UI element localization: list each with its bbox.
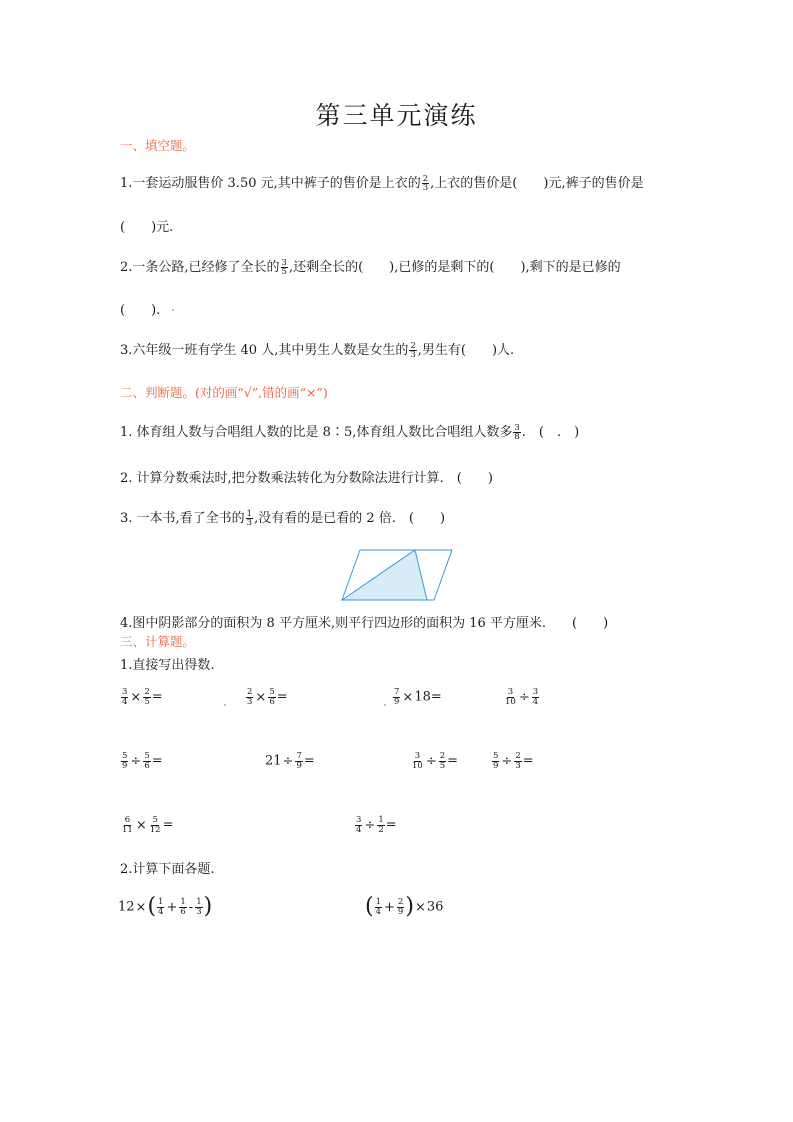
calc-item-2: $\frac{2}{3}$ × $\frac{5}{6}$ = (247, 687, 288, 707)
section-heading-fill: 一、填空题。 (120, 138, 196, 153)
fill-q3-text-b: ,男生有( )人. (417, 343, 515, 358)
calc-sub1: 1.直接写出得数. (120, 658, 215, 673)
stray-dot (224, 704, 226, 706)
fill-q1-text-a: 1.一套运动服售价 3.50 元,其中裤子的售价是上衣的 (120, 176, 421, 191)
calc-item-1: $\frac{3}{4}$ × $\frac{2}{5}$ = (122, 687, 163, 707)
fill-q1-line1 (120, 172, 644, 193)
fill-q2-text-b: ,还剩全长的( ),已修的是剩下的( ),剩下的是已修的 (288, 260, 621, 275)
fraction: $\frac{1}{3}$ (246, 508, 253, 528)
parallelogram-figure (338, 548, 456, 604)
calc-item-5: $\frac{5}{9}$ ÷ $\frac{5}{6}$ = (122, 751, 163, 771)
calc-item-4: $\frac{3}{10}$ ÷ $\frac{3}{4}$ (505, 687, 539, 707)
calc-expression-1: 12×( $\frac{1}{4}$ + $\frac{1}{6}$ - $\frac{1}{3}$ ) (118, 894, 213, 919)
fraction: $\frac{2}{3}$ (410, 340, 416, 360)
fill-q2-line2: ( ). (120, 303, 161, 318)
judge-q3-text-a: 3. 一本书,看了全书的 (120, 511, 245, 526)
page-title: 第三单元演练 (315, 101, 478, 130)
fill-q1-line2: ( )元. (120, 220, 174, 235)
fraction: $\frac{3}{5}$ (281, 257, 287, 277)
fill-q2-line1 (120, 256, 621, 277)
fraction: $\frac{3}{8}$ (514, 422, 520, 442)
calc-item-7: $\frac{3}{10}$ ÷ $\frac{2}{5}$ = (412, 751, 459, 771)
judge-q3-text-b: ,没有看的是已看的 2 倍. ( ) (254, 511, 446, 526)
fill-q2-text-a: 2.一条公路,已经修了全长的 (120, 260, 280, 275)
stray-dot (172, 309, 174, 311)
judge-q3 (120, 507, 445, 528)
section-heading-judge: 二、判断题。(对的画“√”,错的画“×”) (120, 385, 328, 400)
calc-item-9: $\frac{6}{11}$ × $\frac{5}{12}$ = (122, 815, 174, 835)
judge-q1-text-a: 1. 体育组人数与合唱组人数的比是 8∶5,体育组人数比合唱组人数多 (120, 425, 513, 440)
shaded-triangle (342, 550, 427, 600)
fill-q1-text-b: ,上衣的售价是( )元,裤子的售价是 (430, 176, 644, 191)
fill-q3-line1 (120, 339, 514, 360)
judge-q2: 2. 计算分数乘法时,把分数乘法转化为分数除法进行计算. ( ) (120, 471, 493, 486)
calc-item-6: 21÷ $\frac{7}{9}$ = (265, 751, 315, 771)
calc-sub2: 2.计算下面各题. (120, 862, 215, 877)
judge-q4: 4.图中阴影部分的面积为 8 平方厘米,则平行四边形的面积为 16 平方厘米. ( ) (120, 616, 609, 631)
section-heading-calc: 三、计算题。 (120, 634, 196, 649)
calc-item-8: $\frac{5}{9}$ ÷ $\frac{2}{3}$ = (493, 751, 534, 771)
stray-dot (384, 704, 386, 706)
fraction: $\frac{2}{3}$ (422, 173, 429, 193)
judge-q1 (120, 421, 579, 442)
fill-q3-text-a: 3.六年级一班有学生 40 人,其中男生人数是女生的 (120, 343, 409, 358)
judge-q1-text-b: . ( . ) (521, 425, 580, 440)
calc-expression-2: ( $\frac{1}{4}$ + $\frac{2}{9}$ )×36 (365, 894, 444, 919)
calc-item-3: $\frac{7}{9}$ ×18= (394, 687, 442, 707)
calc-item-10: $\frac{3}{4}$ ÷ $\frac{1}{2}$ = (356, 815, 397, 835)
